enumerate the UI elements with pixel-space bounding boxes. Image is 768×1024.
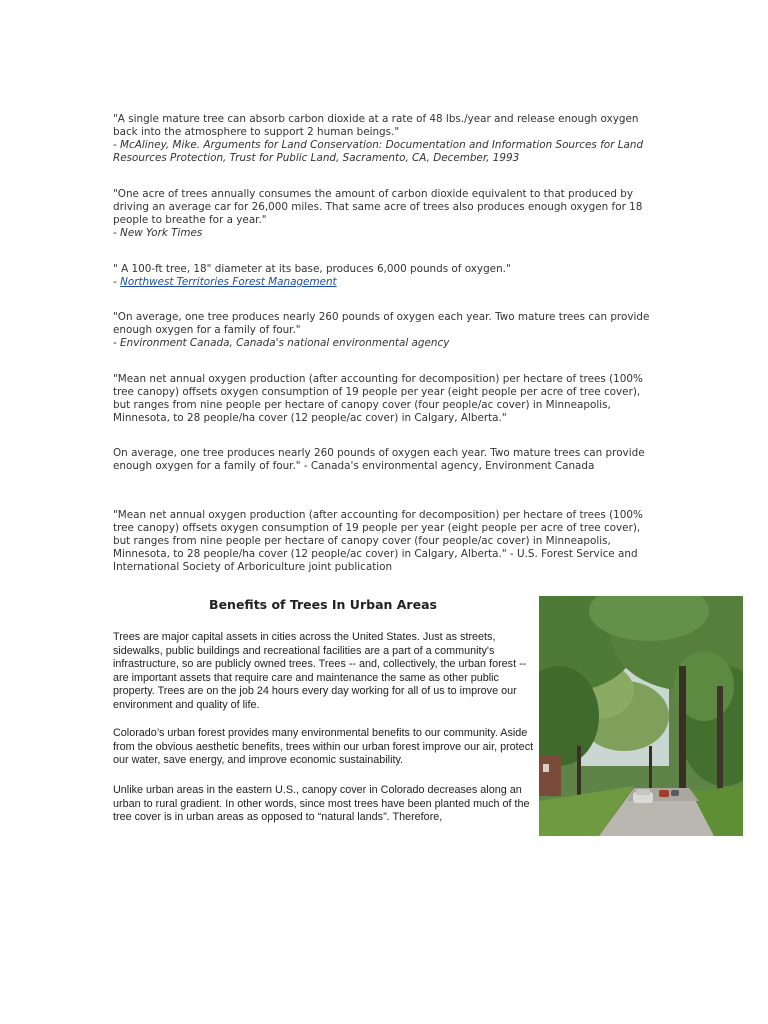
quote-source: - Environment Canada, Canada's national environmental agency xyxy=(113,337,450,349)
body-paragraph: Colorado’s urban forest provides many environmental benefits to our community. Aside from the obvious aesthetic benefits, trees within our urban forest improve our air, protect our water, save energy, and improve economic sustainability. xyxy=(113,727,534,766)
quote-text: " A 100-ft tree, 18" diameter at its base, produces 6,000 pounds of oxygen." xyxy=(113,263,511,275)
quote-block xyxy=(113,311,653,350)
quote-block xyxy=(113,447,653,473)
quote-text: "A single mature tree can absorb carbon dioxide at a rate of 48 lbs./year and release enough oxygen back into the atmosphere to support 2 human beings." xyxy=(113,113,639,138)
section-title: Benefits of Trees In Urban Areas xyxy=(209,597,437,612)
quote-text: "Mean net annual oxygen production (after accounting for decomposition) per hectare of trees (100% tree canopy) offsets oxygen consumption of 19 people per year (eight people per acre of tree cover), but ranges from nine people per hectare of canopy cover (four people/ac cover) in Minneapolis, Minnesota, to 28 people/ha cover (12 people/ac cover) in Calgary, Alberta." - U.S. Forest Service and International Society of Arboriculture joint publication xyxy=(113,509,643,573)
quote-block xyxy=(113,263,653,289)
source-link[interactable]: Northwest Territories Forest Management xyxy=(120,276,337,288)
quote-text: On average, one tree produces nearly 260 pounds of oxygen each year. Two mature trees can provide enough oxygen for a family of four." - Canada's environmental agency, Environment Canada xyxy=(113,447,645,472)
quote-text: "On average, one tree produces nearly 260 pounds of oxygen each year. Two mature trees can provide enough oxygen for a family of four." xyxy=(113,311,650,336)
quote-block xyxy=(113,373,653,425)
body-paragraph: Trees are major capital assets in cities across the United States. Just as streets, sidewalks, public buildings and recreational facilities are a part of a community's infrastructure, so are publicly owned trees. Trees -- and, collectively, the urban forest -- are important assets that require care and maintenance the same as other public property. Trees are on the job 24 hours every day working for all of us to improve our environment and quality of life. xyxy=(113,631,527,711)
quote-text: "Mean net annual oxygen production (after accounting for decomposition) per hectare of trees (100% tree canopy) offsets oxygen consumption of 19 people per year (eight people per acre of tree cover), but ranges from nine people per hectare of canopy cover (four people/ac cover) in Minneapolis, Minnesota, to 28 people/ha cover (12 people/ac cover) in Calgary, Alberta." xyxy=(113,373,643,424)
quote-source xyxy=(113,276,653,289)
quote-source-prefix: - xyxy=(113,276,121,288)
body-paragraph: Unlike urban areas in the eastern U.S., canopy cover in Colorado decreases along an urban to rural gradient. In other words, since most trees have been planted much of the tree cover is in urban areas as opposed to “natural lands”. Therefore, xyxy=(113,784,530,823)
quote-block xyxy=(113,509,653,574)
quote-block xyxy=(113,113,653,165)
quote-source: - New York Times xyxy=(113,227,203,239)
quote-source: - McAliney, Mike. Arguments for Land Conservation: Documentation and Information Sources for Land Resources Protection, Trust for Public Land, Sacramento, CA, December, 1993 xyxy=(113,139,644,164)
tree-lined-street-photo xyxy=(539,596,743,836)
quote-block xyxy=(113,188,653,240)
quote-text: "One acre of trees annually consumes the amount of carbon dioxide equivalent to that produced by driving an average car for 26,000 miles. That same acre of trees also produces enough oxygen for 18 people to breathe for a year." xyxy=(113,188,643,226)
